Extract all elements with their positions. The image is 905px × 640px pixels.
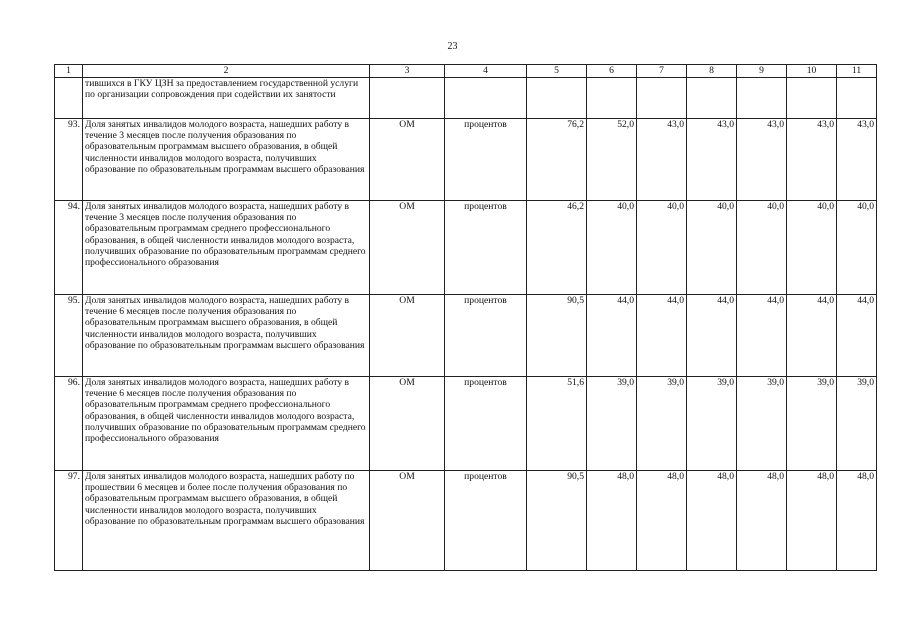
value-cell: 43,0 <box>687 119 737 201</box>
value-cell: 40,0 <box>737 201 787 295</box>
indicator-description: Доля занятых инвалидов молодого возраста, нашедших работу в течение 3 месяцев после получения образования по образовательным программам среднего профессионального образования, в общей численности инвалидов молодого возраста, получивших образование по образовательным программам среднего профессионального образования <box>83 201 370 295</box>
value-cell <box>687 78 737 119</box>
value-cell: 48,0 <box>587 471 637 571</box>
value-cell <box>527 78 587 119</box>
measure-unit <box>445 78 527 119</box>
indicator-table <box>54 64 877 571</box>
value-cell <box>787 78 837 119</box>
header-cell: 4 <box>445 65 527 78</box>
value-cell: 48,0 <box>687 471 737 571</box>
value-cell: 52,0 <box>587 119 637 201</box>
value-cell: 44,0 <box>637 295 687 377</box>
indicator-description: Доля занятых инвалидов молодого возраста, нашедших работу в течение 6 месяцев после получения образования по образовательным программам высшего образования, в общей численности инвалидов молодого возраста, получивших образование по образовательным программам высшего образования <box>83 295 370 377</box>
value-cell: 44,0 <box>787 295 837 377</box>
value-cell: 46,2 <box>527 201 587 295</box>
header-cell: 5 <box>527 65 587 78</box>
header-cell: 10 <box>787 65 837 78</box>
header-cell: 11 <box>837 65 877 78</box>
indicator-description: Доля занятых инвалидов молодого возраста, нашедших работу по прошествии 6 месяцев и более после получения образования по образовательным программам высшего образования, в общей численности инвалидов молодого возраста, получивших образование по образовательным программам высшего образования <box>83 471 370 571</box>
value-cell <box>587 78 637 119</box>
value-cell: 48,0 <box>787 471 837 571</box>
value-cell: 48,0 <box>837 471 877 571</box>
value-cell: 43,0 <box>637 119 687 201</box>
measure-unit: процентов <box>445 295 527 377</box>
row-number: 94. <box>55 201 83 295</box>
value-cell: 48,0 <box>637 471 687 571</box>
value-cell: 40,0 <box>637 201 687 295</box>
header-cell: 8 <box>687 65 737 78</box>
table-header-row <box>55 65 877 78</box>
value-cell: 44,0 <box>587 295 637 377</box>
value-cell: 40,0 <box>587 201 637 295</box>
header-cell: 1 <box>55 65 83 78</box>
table-row <box>55 201 877 295</box>
responsible-cell: ОМ <box>370 201 445 295</box>
value-cell: 44,0 <box>737 295 787 377</box>
measure-unit: процентов <box>445 119 527 201</box>
indicator-description: тившихся в ГКУ ЦЗН за предоставлением государственной услуги по организации сопровождения при содействии их занятости <box>83 78 370 119</box>
header-cell: 2 <box>83 65 370 78</box>
table-row <box>55 295 877 377</box>
value-cell: 40,0 <box>687 201 737 295</box>
header-cell: 9 <box>737 65 787 78</box>
value-cell: 90,5 <box>527 295 587 377</box>
value-cell: 40,0 <box>837 201 877 295</box>
responsible-cell: ОМ <box>370 119 445 201</box>
value-cell: 48,0 <box>737 471 787 571</box>
value-cell: 39,0 <box>587 377 637 471</box>
table-row <box>55 119 877 201</box>
measure-unit: процентов <box>445 201 527 295</box>
header-cell: 6 <box>587 65 637 78</box>
indicator-description: Доля занятых инвалидов молодого возраста, нашедших работу в течение 6 месяцев после получения образования по образовательным программам среднего профессионального образования, в общей численности инвалидов молодого возраста, получивших образование по образовательным программам среднего профессионального образования <box>83 377 370 471</box>
table-row <box>55 78 877 119</box>
value-cell: 43,0 <box>837 119 877 201</box>
value-cell: 44,0 <box>687 295 737 377</box>
value-cell: 39,0 <box>837 377 877 471</box>
indicator-description: Доля занятых инвалидов молодого возраста, нашедших работу в течение 3 месяцев после получения образования по образовательным программам высшего образования, в общей численности инвалидов молодого возраста, получивших образование по образовательным программам высшего образования <box>83 119 370 201</box>
value-cell <box>837 78 877 119</box>
row-number: 93. <box>55 119 83 201</box>
row-number: 95. <box>55 295 83 377</box>
value-cell: 44,0 <box>837 295 877 377</box>
row-number <box>55 78 83 119</box>
measure-unit: процентов <box>445 471 527 571</box>
value-cell: 39,0 <box>737 377 787 471</box>
responsible-cell: ОМ <box>370 471 445 571</box>
value-cell: 43,0 <box>737 119 787 201</box>
table-row <box>55 377 877 471</box>
value-cell: 39,0 <box>687 377 737 471</box>
value-cell: 90,5 <box>527 471 587 571</box>
value-cell: 40,0 <box>787 201 837 295</box>
value-cell: 43,0 <box>787 119 837 201</box>
responsible-cell: ОМ <box>370 295 445 377</box>
page-number: 23 <box>447 41 458 52</box>
value-cell: 39,0 <box>787 377 837 471</box>
value-cell <box>737 78 787 119</box>
table-row <box>55 471 877 571</box>
value-cell <box>637 78 687 119</box>
responsible-cell <box>370 78 445 119</box>
value-cell: 39,0 <box>637 377 687 471</box>
measure-unit: процентов <box>445 377 527 471</box>
row-number: 97. <box>55 471 83 571</box>
responsible-cell: ОМ <box>370 377 445 471</box>
row-number: 96. <box>55 377 83 471</box>
value-cell: 51,6 <box>527 377 587 471</box>
header-cell: 7 <box>637 65 687 78</box>
value-cell: 76,2 <box>527 119 587 201</box>
header-cell: 3 <box>370 65 445 78</box>
